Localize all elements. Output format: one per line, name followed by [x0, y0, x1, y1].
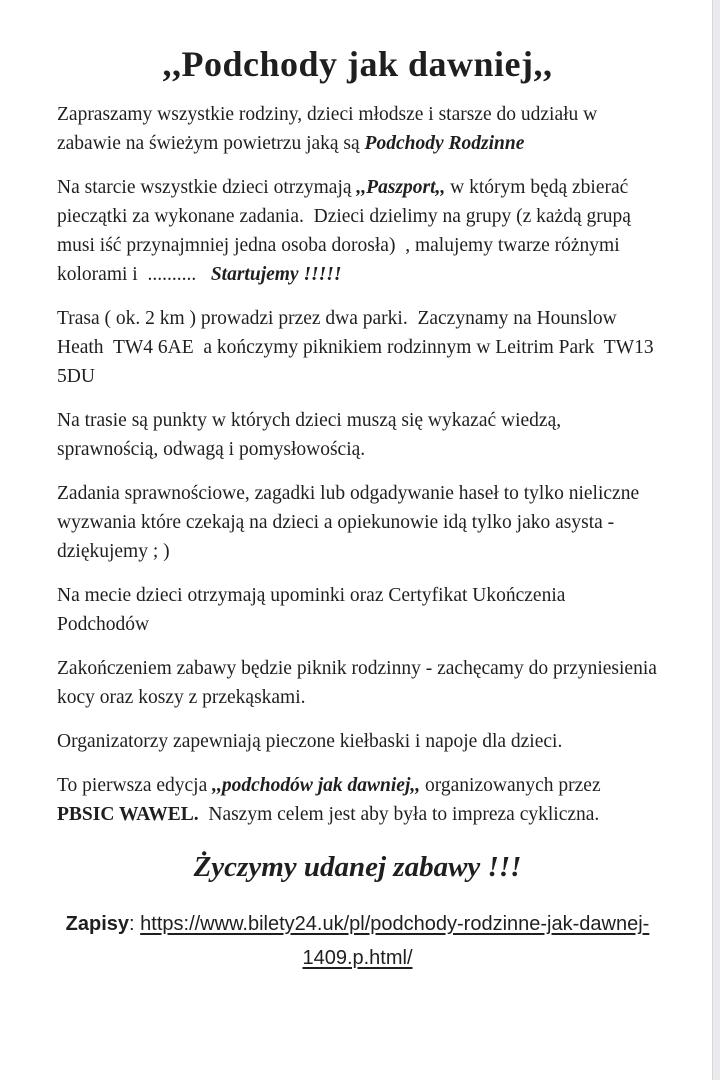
- signup-label: Zapisy: [65, 913, 130, 935]
- paragraph-segment: To pierwsza edycja: [57, 775, 213, 796]
- paragraph: [57, 581, 658, 639]
- paragraph: [57, 479, 658, 566]
- signup-link[interactable]: https://www.bilety24.uk/pl/podchody-rodzinne-jak-dawnej-1409.p.html/: [140, 913, 650, 969]
- paragraph-segment: ,,podchodów jak dawniej,,: [212, 775, 421, 796]
- signup-colon: :: [129, 913, 141, 935]
- paragraph-segment: Zakończeniem zabawy będzie piknik rodzinny - zachęcamy do przyniesienia kocy oraz koszy z przekąskami.: [57, 658, 662, 708]
- paragraph: [57, 771, 658, 829]
- paragraph-segment: Na trasie są punkty w których dzieci muszą się wykazać wiedzą, sprawnością, odwagą i pomysłowością.: [57, 410, 566, 460]
- paragraph-segment: organizowanych przez: [420, 775, 606, 796]
- paragraph-segment: Startujemy !!!!!: [210, 264, 342, 285]
- paragraph: [57, 406, 658, 464]
- page-title: ,,Podchody jak dawniej,,: [162, 44, 553, 84]
- signup-line: [58, 907, 658, 975]
- paragraph-segment: Zapraszamy wszystkie rodziny, dzieci młodsze i starsze do udziału w zabawie na świeżym powietrzu jaką są: [57, 104, 603, 154]
- paragraph-segment: Organizatorzy zapewniają pieczone kiełbaski i napoje dla dzieci.: [57, 731, 563, 752]
- paragraph: [57, 727, 658, 756]
- paragraph-segment: PBSIC WAWEL.: [57, 804, 199, 825]
- paragraph-segment: Na mecie dzieci otrzymają upominki oraz Certyfikat Ukończenia Podchodów: [57, 585, 571, 635]
- paragraph: [57, 173, 658, 289]
- paragraph-segment: Podchody Rodzinne: [364, 133, 525, 154]
- paragraph-segment: Na starcie wszystkie dzieci otrzymają: [57, 177, 357, 198]
- paragraph: [57, 304, 658, 391]
- paragraph-segment: Trasa ( ok. 2 km ) prowadzi przez dwa parki. Zaczynamy na Hounslow Heath TW4 6AE a kończymy piknikiem rodzinnym w Leitrim Park TW13 5DU: [57, 308, 659, 387]
- flyer-body-paragraphs: [57, 100, 662, 829]
- paragraph-segment: Naszym celem jest aby była to impreza cykliczna.: [198, 804, 600, 825]
- page-right-edge: [712, 0, 720, 1080]
- paragraph-segment: ,,Paszport,,: [356, 177, 446, 198]
- closing-heading: Życzymy udanej zabawy !!!: [193, 851, 522, 883]
- paragraph-segment: w którym będą zbierać pieczątki za wykonane zadania. Dzieci dzielimy na grupy (z każdą grupą musi iść przynajmniej jedna osoba dorosła) , malujemy twarze różnymi kolorami i ..........: [57, 177, 636, 285]
- paragraph: [57, 654, 662, 712]
- paragraph: [57, 100, 658, 158]
- paragraph-segment: Zadania sprawnościowe, zagadki lub odgadywanie haseł to tylko nieliczne wyzwania które czekają na dzieci a opiekunowie idą tylko jako asysta - dziękujemy ; ): [57, 483, 644, 562]
